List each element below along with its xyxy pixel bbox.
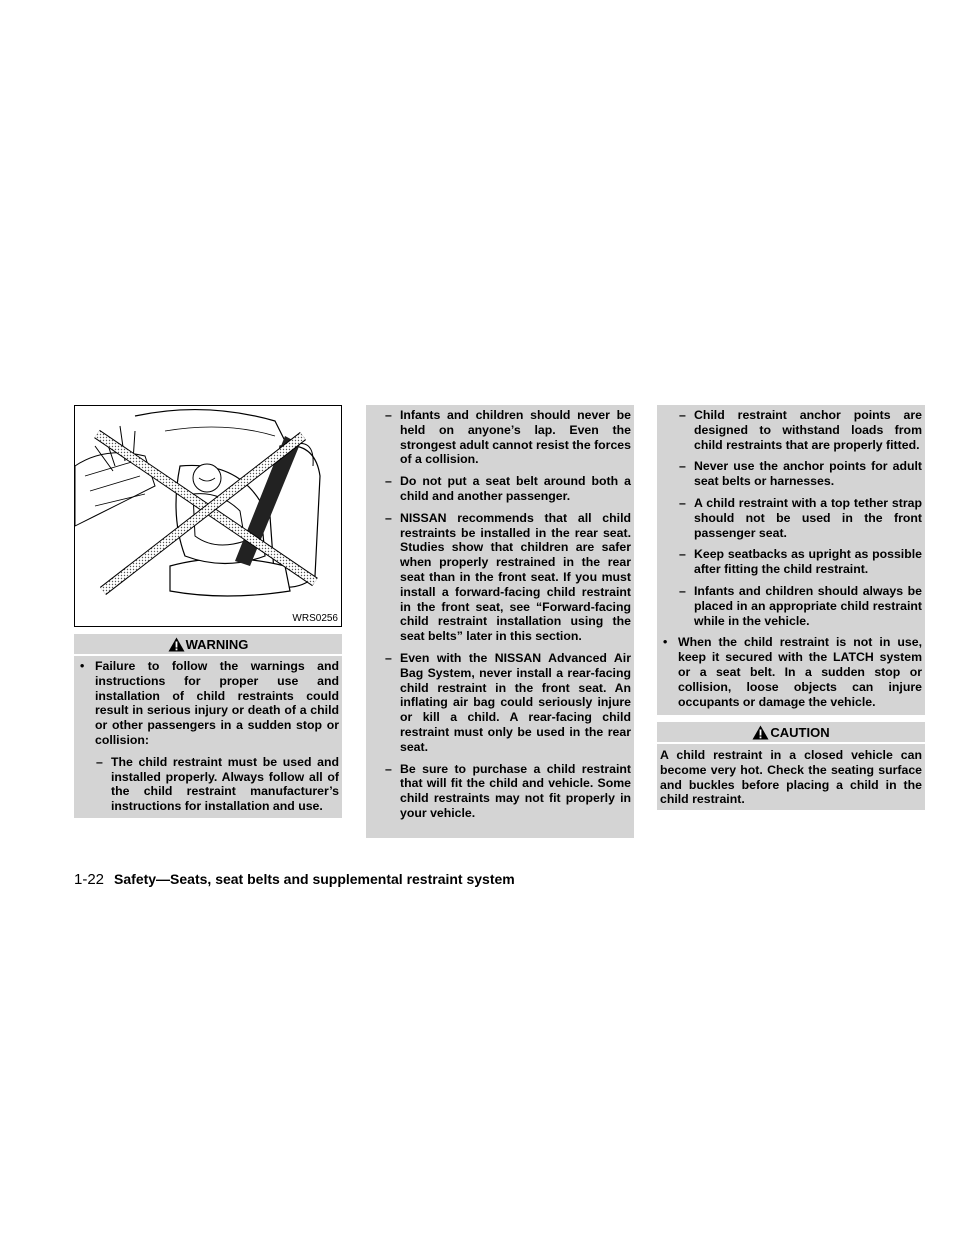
- column-2-item-text: Do not put a seat belt around both a child and another passenger.: [400, 474, 631, 503]
- caution-body: [657, 744, 925, 810]
- dash-mark: –: [679, 408, 686, 422]
- caution-text: A child restraint in a closed vehicle can become very hot. Check the seating surface and buckles before placing a child in the child restraint.: [660, 748, 922, 807]
- column-3-list: [657, 405, 925, 715]
- column-3-item-text: Keep seatbacks as upright as possible after fitting the child restraint.: [694, 547, 922, 577]
- caution-header-label: CAUTION: [770, 724, 830, 740]
- column-3-item: [660, 584, 922, 628]
- warning-triangle-icon: [752, 725, 769, 740]
- column-3-item: [660, 408, 922, 452]
- column-2-item: [366, 762, 631, 821]
- page-footer: [74, 871, 515, 888]
- warning-bullet-text: • Failure to follow the warnings and instructions for proper use and installation of child restraints could result in serious injury or death of a child or other passengers in a sudden stop or collision:: [77, 659, 339, 748]
- figure-code: WRS0256: [292, 613, 338, 624]
- prohibited-front-seat-child-illustration: [75, 406, 341, 626]
- dash-mark: –: [679, 495, 686, 510]
- warning-triangle-icon: [168, 637, 185, 652]
- column-2-item-text: Be sure to purchase a child restraint that will fit the child and vehicle. Some child restraints may not fit properly in your vehicle.: [400, 761, 631, 820]
- dash-mark: –: [96, 754, 103, 769]
- dash-mark: –: [679, 459, 686, 474]
- warning-dash-item: [77, 755, 339, 814]
- dash-mark: –: [385, 510, 392, 525]
- column-2-item: [366, 651, 631, 755]
- column-3-item: [660, 459, 922, 489]
- caution-header: [657, 722, 925, 744]
- column-2-item: [366, 474, 631, 504]
- column-3-item-text: Infants and children should always be placed in an appropriate child restraint while in the vehicle.: [694, 583, 922, 628]
- column-2-item-text: Infants and children should never be held on anyone’s lap. Even the strongest adult cannot resist the forces of a collision.: [400, 408, 631, 467]
- dash-mark: –: [385, 650, 392, 665]
- warning-header: [74, 634, 342, 656]
- column-2-item: [366, 408, 631, 467]
- column-3-bullet-text: • When the child restraint is not in use, keep it secured with the LATCH system or a seat belt. In a sudden stop or collision, loose objects can injure occupants or damage the vehicle.: [660, 635, 922, 709]
- child-restraint-illustration: [74, 405, 342, 627]
- column-3-item-text: Never use the anchor points for adult seat belts or harnesses.: [694, 459, 922, 489]
- dash-mark: –: [385, 474, 392, 489]
- warning-header-label: WARNING: [185, 636, 249, 652]
- column-2-item: [366, 511, 631, 644]
- column-3-item: [660, 496, 922, 540]
- page-number: 1-22: [74, 871, 105, 888]
- section-title: Safety—Seats, seat belts and supplemental restraint system: [114, 871, 515, 887]
- dash-mark: –: [679, 583, 686, 598]
- warning-dash-text: The child restraint must be used and installed properly. Always follow all of the child restraint manufacturer’s instructions for installation and use.: [111, 754, 339, 814]
- dash-mark: –: [679, 547, 686, 562]
- dash-mark: –: [385, 408, 392, 422]
- column-3-item-text: Child restraint anchor points are designed to withstand loads from child restraints that are properly fitted.: [694, 408, 922, 452]
- column-2-item-text: Even with the NISSAN Advanced Air Bag System, never install a rear-facing child restraint in the front seat. An inflating air bag could seriously injure or kill a child. A rear-facing child restraint must only be used in the rear seat.: [400, 650, 631, 754]
- dash-mark: –: [385, 761, 392, 776]
- warning-body: [74, 656, 342, 818]
- column-3-item-text: A child restraint with a top tether strap should not be used in the front passenger seat.: [694, 495, 922, 540]
- column-2-list: [366, 405, 634, 838]
- column-2-item-text: NISSAN recommends that all child restraints be installed in the rear seat. Studies show that children are safer when properly restrained in the rear seat than in the front seat. If you must install a forward-facing child restraint in the front seat, see “Forward-facing child restraint installation using the seat belts” later in this section.: [400, 510, 631, 644]
- column-3-item: [660, 547, 922, 577]
